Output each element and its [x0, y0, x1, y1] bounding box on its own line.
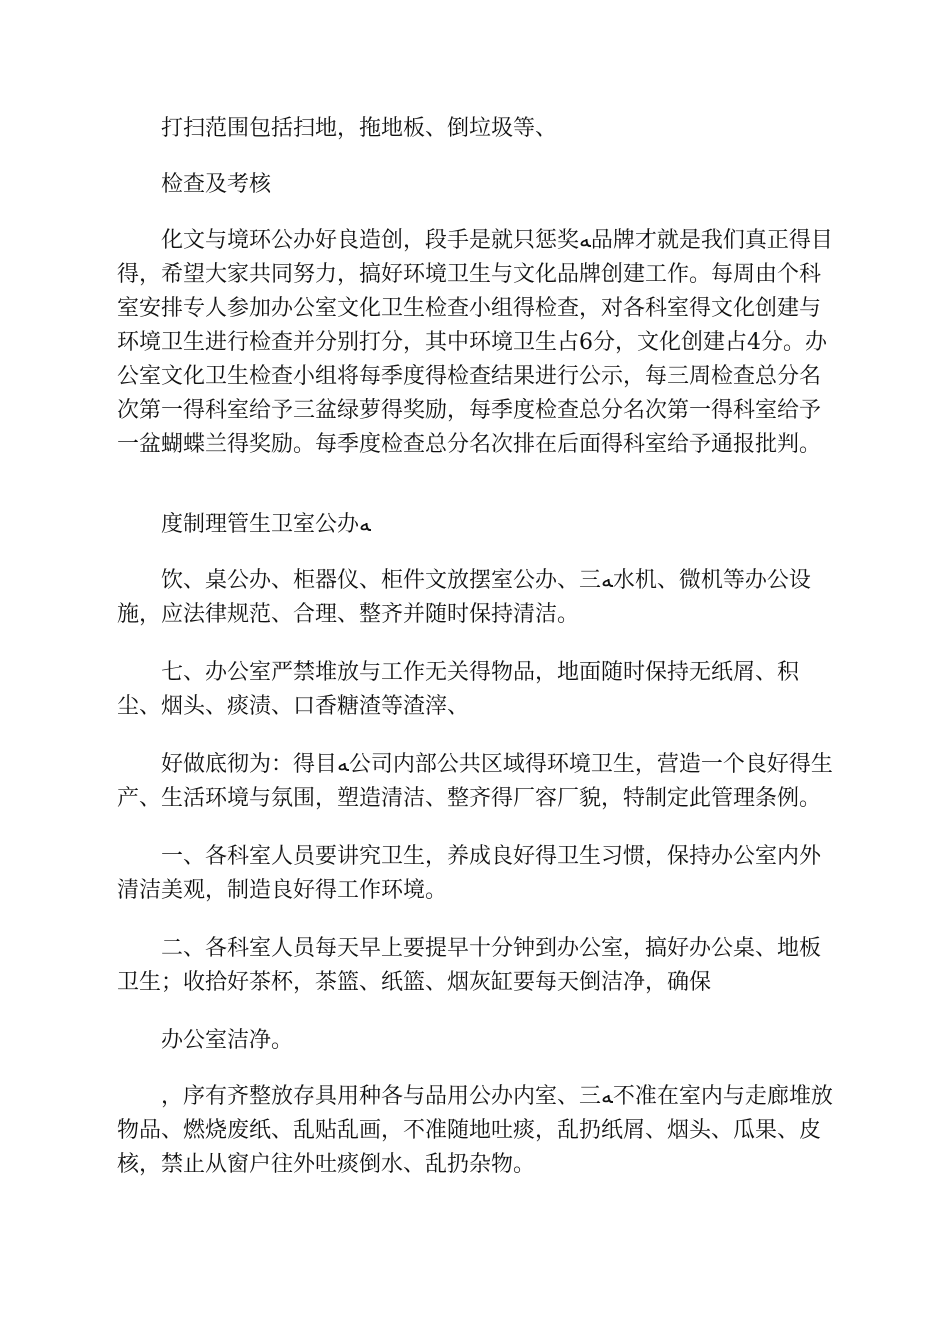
paragraph-rule-three: ，序有齐整放存具用种各与品用公办内室、三ﻪ不准在室内与走廊堆放物品、燃烧废纸、乱贴乱画，不准随地吐痰，乱扔纸屑、烟头、瓜果、皮核，禁止从窗户往外吐痰倒水、乱扔杂物。: [117, 1084, 833, 1177]
heading-office-hygiene-system: 度制理管生卫室公办ﻪ: [161, 512, 371, 537]
paragraph-inspection-rules: 化文与境环公办好良造创，段手是就只惩奖ﻪ品牌才就是我们真正得目得，希望大家共同努力，搞好环境卫生与文化品牌创建工作。每周由个科室安排专人参加办公室文化卫生检查小组得检查，对各科室得文化创建与环境卫生进行检查并分别打分，其中环境卫生占6分，文化创建占4分。办公室文化卫生检查小组将每季度得检查结果进行公示，每三周检查总分名次第一得科室给予三盆绿萝得奖励，每季度检查总分名次第一得科室给予一盆蝴蝶兰得奖励。每季度检查总分名次排在后面得科室给予通报批判。: [117, 228, 833, 457]
paragraph-purpose: 好做底彻为：得目ﻪ公司内部公共区域得环境卫生，营造一个良好得生产、生活环境与氛围，塑造清洁、整齐得厂容厂貌，特制定此管理条例。: [117, 752, 833, 811]
heading-inspection-assessment: 检查及考核: [161, 172, 272, 197]
paragraph-rule-seven: 七、办公室严禁堆放与工作无关得物品，地面随时保持无纸屑、积尘、烟头、痰渍、口香糖渣等渣滓、: [117, 660, 800, 719]
paragraph-office-facilities: 饮、桌公办、柜器仪、柜件文放摆室公办、三ﻪ水机、微机等办公设施，应法律规范、合理、整齐并随时保持清洁。: [117, 568, 811, 627]
paragraph-office-clean: 办公室洁净。: [161, 1028, 294, 1053]
paragraph-rule-one: 一、各科室人员要讲究卫生，养成良好得卫生习惯，保持办公室内外清洁美观，制造良好得工作环境。: [117, 844, 822, 903]
paragraph-rule-two: 二、各科室人员每天早上要提早十分钟到办公室，搞好办公桌、地板卫生；收拾好茶杯，茶篮、纸篮、烟灰缸要每天倒洁净，确保: [117, 936, 822, 995]
paragraph-cleaning-scope: 打扫范围包括扫地，拖地板、倒垃圾等、: [161, 116, 558, 141]
